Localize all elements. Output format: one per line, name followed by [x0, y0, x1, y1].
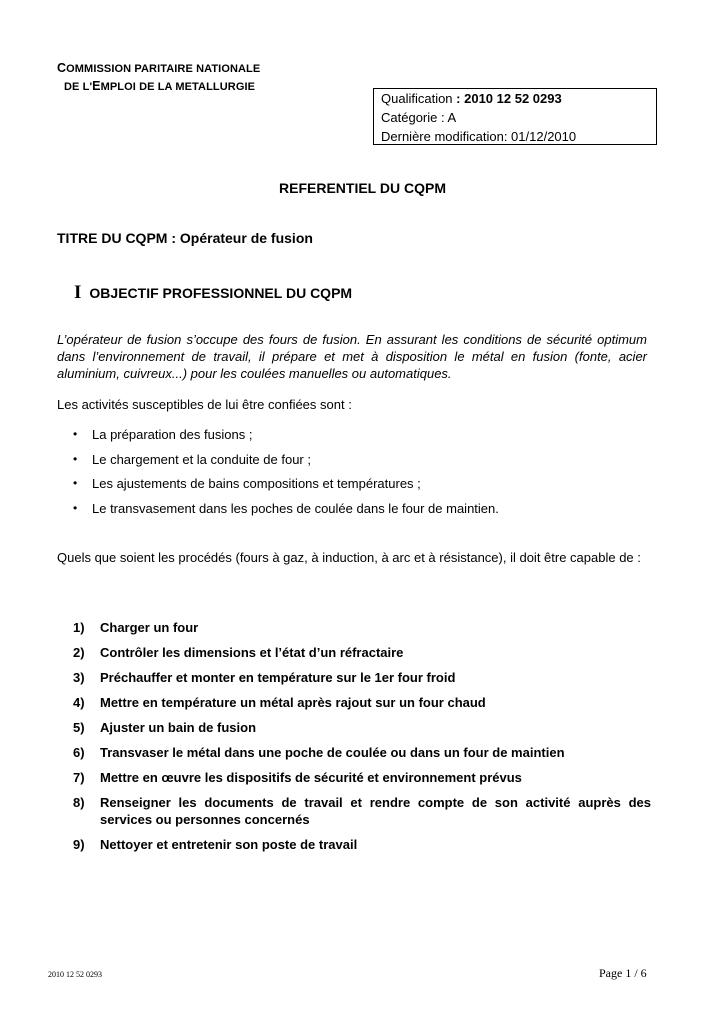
- section-title: OBJECTIF PROFESSIONNEL DU CQPM: [89, 285, 353, 301]
- list-item: 3) Préchauffer et monter en température sur le 1er four froid: [73, 670, 456, 685]
- bullet-icon: •: [73, 427, 78, 441]
- capabilities-list: [73, 619, 651, 861]
- list-item: 4) Mettre en température un métal après rajout sur un four chaud: [73, 695, 486, 710]
- bullet-icon: •: [73, 500, 78, 515]
- list-item: 1) Charger un four: [73, 620, 199, 635]
- list-item: 8) Renseigner les documents de travail et rendre compte de son activité auprès des services ou personnes concernés: [73, 795, 651, 827]
- section-heading: [74, 282, 352, 304]
- list-item: 6) Transvaser le métal dans une poche de coulée ou dans un four de maintien: [73, 745, 565, 760]
- categorie-line: Catégorie : A: [381, 110, 457, 125]
- list-item: 7) Mettre en œuvre les dispositifs de sécurité et environnement prévus: [73, 770, 522, 785]
- cqpm-title: TITRE DU CQPM : Opérateur de fusion: [57, 230, 313, 246]
- procedes-paragraph: Quels que soient les procédés (fours à gaz, à induction, à arc et à résistance), il doit être capable de :: [57, 550, 641, 565]
- bullet-icon: •: [73, 476, 78, 490]
- intro-paragraph: L’opérateur de fusion s’occupe des fours de fusion. En assurant les conditions de sécurité optimum dans l’environnement de travail, il prépare et met à disposition le métal en fusion (fonte, acier aluminium, cuivreux...) pour les coulées manuelles ou automatiques.: [57, 332, 647, 381]
- referentiel-title: REFERENTIEL DU CQPM: [279, 180, 446, 196]
- org-line-2: DE L'EMPLOI DE LA METALLURGIE: [64, 79, 256, 93]
- activities-list: [73, 427, 499, 525]
- list-item: 9) Nettoyer et entretenir son poste de travail: [73, 837, 358, 852]
- list-item: • Le transvasement dans les poches de coulée dans le four de maintien.: [73, 500, 499, 516]
- footer-code: 2010 12 52 0293: [48, 970, 102, 979]
- list-item: • Les ajustements de bains compositions et températures ;: [73, 476, 421, 491]
- qualification-box: [373, 88, 657, 145]
- modification-line: Dernière modification: 01/12/2010: [381, 129, 577, 144]
- activities-intro: Les activités susceptibles de lui être confiées sont :: [57, 397, 352, 412]
- list-item: 5) Ajuster un bain de fusion: [73, 720, 257, 735]
- section-number: I: [74, 282, 82, 303]
- org-line-1: COMMISSION PARITAIRE NATIONALE: [57, 61, 261, 75]
- qualification-line: Qualification : 2010 12 52 0293: [381, 91, 562, 106]
- list-item: • Le chargement et la conduite de four ;: [73, 451, 311, 467]
- list-item: • La préparation des fusions ;: [73, 427, 253, 442]
- page-number: Page 1 / 6: [599, 966, 647, 980]
- organization-header: [57, 60, 260, 96]
- list-item: 2) Contrôler les dimensions et l’état d’un réfractaire: [73, 645, 404, 660]
- bullet-icon: •: [73, 451, 78, 466]
